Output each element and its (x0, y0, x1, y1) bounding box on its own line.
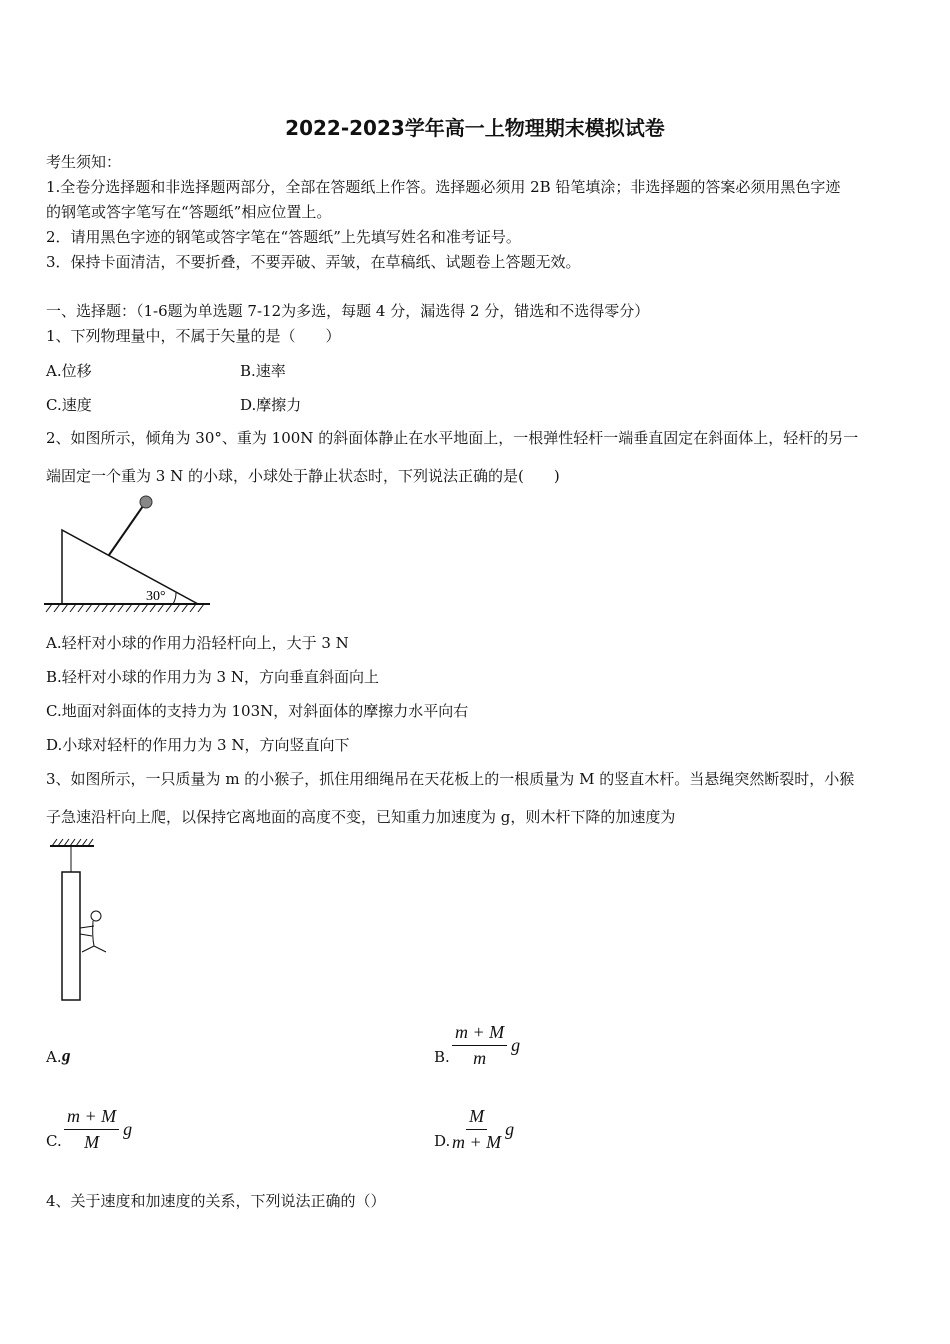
q3-option-d-numerator: M (466, 1106, 487, 1130)
q3-option-d-fraction (452, 1106, 514, 1153)
section-heading: 一、选择题：（1-6题为单选题 7-12为多选，每题 4 分，漏选得 2 分，错选和不选得零分） (46, 302, 650, 320)
notice-line-1a: 1.全卷分选择题和非选择题两部分，全部在答题纸上作答。选择题必须用 2B 铅笔填涂；非选择题的答案必须用黑色字迹 (46, 178, 841, 196)
page-title: 2022-2023学年高一上物理期末模拟试卷 (285, 116, 665, 140)
ground-hatching (46, 604, 204, 612)
q3-option-b-fraction (452, 1022, 520, 1069)
q1-option-a: A.位移 (46, 362, 92, 380)
q3-option-c-g: g (123, 1119, 133, 1139)
q3-stem-line-2: 子急速沿杆向上爬，以保持它离地面的高度不变，已知重力加速度为 g，则木杆下降的加速度为 (46, 808, 676, 826)
q1-stem: 1、下列物理量中，不属于矢量的是（ ） (46, 327, 341, 345)
q3-option-a-label: A. (46, 1048, 62, 1066)
q3-option-b-numerator: m + M (452, 1022, 507, 1046)
q2-option-d: D.小球对轻杆的作用力为 3 N，方向竖直向下 (46, 736, 350, 754)
q1-option-d: D.摩擦力 (240, 396, 302, 414)
q3-option-b-label: B. (434, 1048, 450, 1066)
notice-line-3: 3．保持卡面清洁，不要折叠，不要弄破、弄皱，在草稿纸、试题卷上答题无效。 (46, 253, 581, 271)
wooden-pole (62, 872, 80, 1000)
q1-option-b: B.速率 (240, 362, 286, 380)
q2-option-b: B.轻杆对小球的作用力为 3 N，方向垂直斜面向上 (46, 668, 379, 686)
monkey-head (91, 911, 101, 921)
q3-option-c-denominator: M (84, 1132, 100, 1152)
q3-option-c-fraction (64, 1106, 132, 1153)
angle-arc (173, 592, 176, 604)
q2-stem-line-2: 端固定一个重为 3 N 的小球，小球处于静止状态时，下列说法正确的是( ) (46, 467, 560, 485)
q3-stem-line-1: 3、如图所示，一只质量为 m 的小猴子，抓住用细绳吊在天花板上的一根质量为 M 的竖直木杆。当悬绳突然断裂时，小猴 (46, 770, 855, 788)
ceiling-hatching (52, 839, 93, 846)
incline-wedge (62, 530, 198, 604)
notice-heading: 考生须知： (46, 153, 122, 171)
notice-line-1b: 的钢笔或答字笔写在“答题纸”相应位置上。 (46, 203, 332, 221)
monkey-body (80, 921, 106, 952)
monkey-pole-figure (40, 836, 120, 1006)
q3-option-c-label: C. (46, 1132, 62, 1150)
q3-option-b-denominator: m (473, 1048, 487, 1068)
q2-stem-line-1: 2、如图所示，倾角为 30°、重为 100N 的斜面体静止在水平地面上，一根弹性轻杆一端垂直固定在斜面体上，轻杆的另一 (46, 429, 859, 447)
q3-option-b-g: g (511, 1035, 521, 1055)
q4-stem: 4、关于速度和加速度的关系，下列说法正确的（） (46, 1192, 386, 1210)
notice-line-2: 2．请用黑色字迹的钢笔或答字笔在“答题纸”上先填写姓名和准考证号。 (46, 228, 521, 246)
q3-option-a-value: g (62, 1046, 71, 1065)
q3-option-d-label: D. (434, 1132, 451, 1150)
incline-figure (40, 490, 220, 620)
q2-option-c: C.地面对斜面体的支持力为 103N，对斜面体的摩擦力水平向右 (46, 702, 469, 720)
q3-option-d-g: g (505, 1119, 515, 1139)
small-ball (140, 496, 152, 508)
q3-option-d-denominator: m + M (452, 1132, 502, 1152)
q3-option-c-numerator: m + M (64, 1106, 119, 1130)
angle-label: 30° (146, 589, 166, 604)
q2-option-a: A.轻杆对小球的作用力沿轻杆向上，大于 3 N (46, 634, 349, 652)
q1-option-c: C.速度 (46, 396, 92, 414)
light-rod (109, 506, 143, 555)
